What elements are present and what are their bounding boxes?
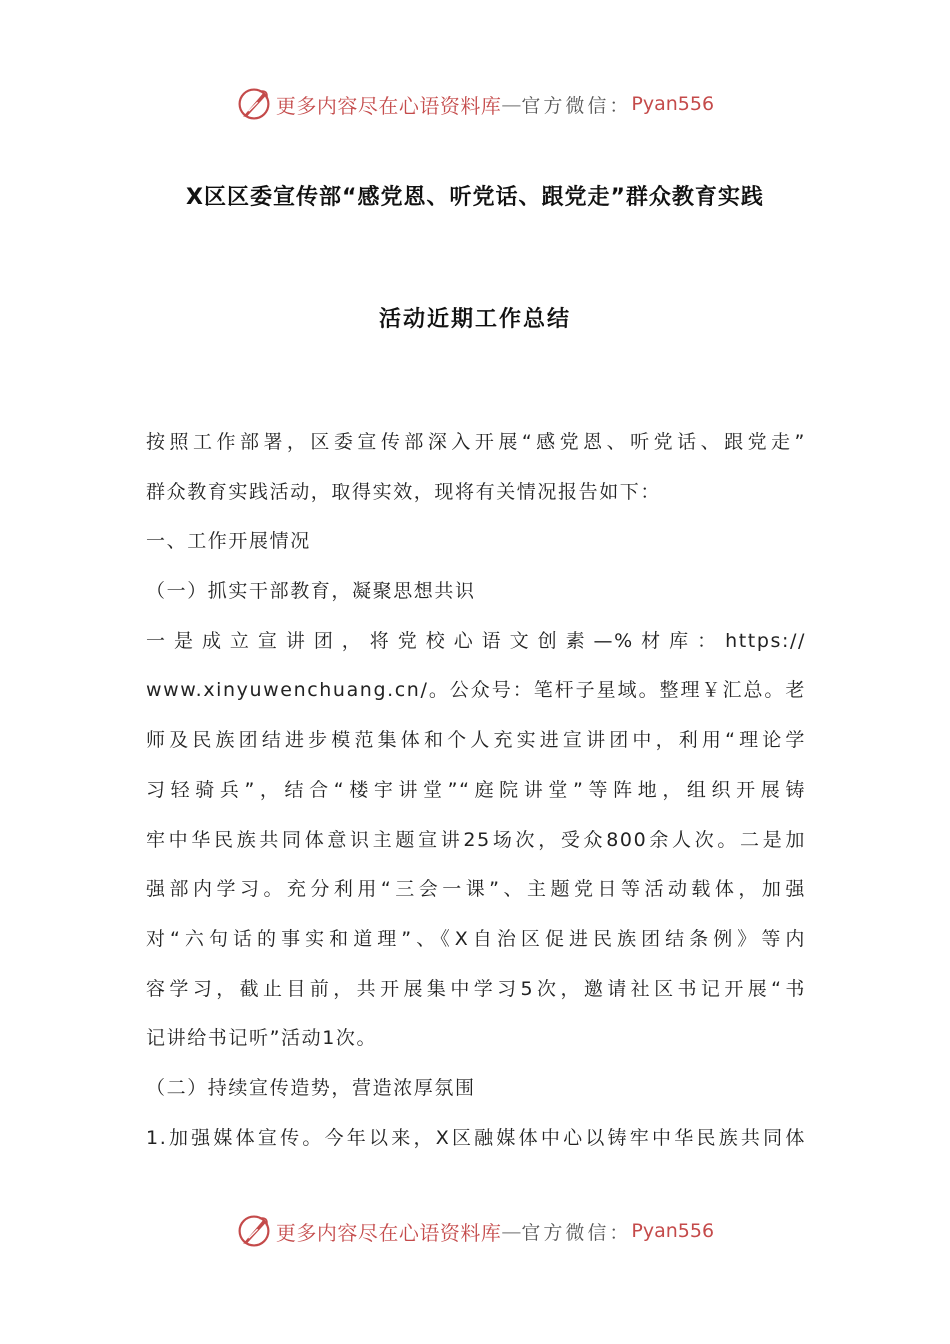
body-line: 强部内学习。充分利用“三会一课”、主题党日等活动载体，加强 — [146, 878, 806, 901]
body-line: 牢中华民族共同体意识主题宣讲25场次，受众800余人次。二是加 — [146, 828, 806, 851]
watermark-dash: — — [501, 92, 522, 116]
body-line: 师及民族团结进步模范集体和个人充实进宣讲团中，利用“理论学 — [146, 729, 806, 752]
subsection-heading: （二）持续宣传造势，营造浓厚氛围 — [146, 1076, 476, 1099]
subsection-heading: （一）抓实干部教育，凝聚思想共识 — [146, 580, 476, 603]
watermark-brand: 更多内容尽在心语资料库 — [275, 93, 502, 118]
body-line: 习轻骑兵”，结合“楼宇讲堂”“庭院讲堂”等阵地，组织开展铸 — [146, 778, 806, 801]
watermark-brand: 更多内容尽在心语资料库 — [275, 1220, 502, 1245]
document-title-line1: X区区委宣传部“感党恩、听党话、跟党走”群众教育实践 — [186, 185, 764, 210]
watermark-wechat-label: 官方微信： — [521, 94, 632, 117]
watermark-banner-top — [0, 84, 950, 124]
body-line: 容学习，截止目前，共开展集中学习5次，邀请社区书记开展“书 — [146, 977, 806, 1000]
body-line: 1.加强媒体宣传。今年以来，X区融媒体中心以铸牢中华民族共同体 — [146, 1126, 806, 1149]
watermark-wechat-id: Pyan556 — [631, 1220, 715, 1242]
document-title-line2: 活动近期工作总结 — [378, 307, 571, 332]
section-heading: 一、工作开展情况 — [146, 530, 311, 553]
body-line: 对“六句话的事实和道理”、《X自治区促进民族团结条例》等内 — [146, 927, 806, 950]
body-line: 按照工作部署，区委宣传部深入开展“感党恩、听党话、跟党走” — [146, 431, 806, 453]
watermark-wechat-label: 官方微信： — [521, 1221, 632, 1244]
quill-pen-icon — [236, 1213, 272, 1249]
quill-pen-icon — [236, 86, 272, 122]
body-line: 群众教育实践活动，取得实效，现将有关情况报告如下： — [146, 480, 662, 503]
body-line: 一是成立宣讲团，将党校心语文创素—%材库：https:// — [146, 629, 806, 652]
watermark-dash: — — [501, 1219, 522, 1243]
document-body — [146, 418, 806, 1163]
body-line: 记讲给书记听”活动1次。 — [146, 1027, 378, 1050]
watermark-banner-bottom — [0, 1211, 950, 1251]
body-line: www.xinyuwenchuang.cn/。公众号：笔杆子星域。整理￥汇总。老 — [146, 679, 806, 702]
watermark-wechat-id: Pyan556 — [631, 93, 715, 115]
